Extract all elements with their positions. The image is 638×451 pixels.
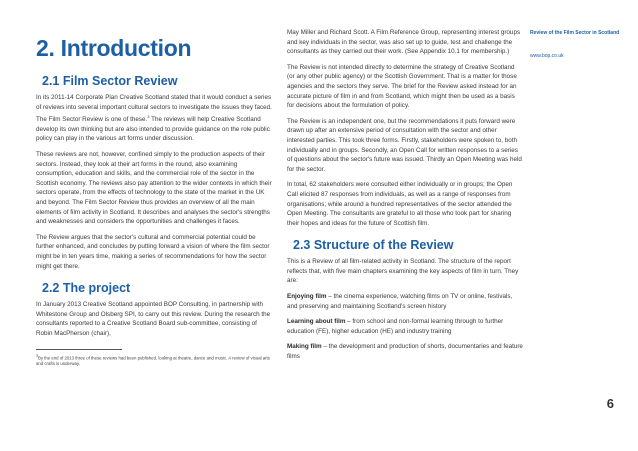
project-paragraph-4: In total, 62 stakeholders were consulted either individually or in groups; the Open Call elicited 87 responses from individuals, as well as a range of responses from organisations; while around a hundred representatives of the sector attended the Open Meeting. The consultants are grateful to all those who took part for sharing their hopes and ideas for the future of Scottish film. [287,181,513,227]
section-2-2-paragraph-1: In January 2013 Creative Scotland appointed BOP Consulting, in partnership with Whitestone Group and Olsberg SPI, to carry out this review. During the research the consultants reported to a Creative Scotland Board sub-committee, consisting of Robin MacPherson (chair), [36,301,271,337]
footnote-divider [36,349,122,350]
structure-item-text: – the development and production of shorts, documentaries and feature films [287,343,523,361]
structure-item-lead: Making film [287,343,322,351]
section-2-2-title: 2.2 The project [42,281,131,296]
footnote-mark: 3 [36,353,38,358]
structure-item [287,342,523,361]
section-2-1-title: 2.1 Film Sector Review [42,74,178,88]
paragraph-text: In its 2011-14 Corporate Plan Creative Scotland stated that it would conduct a series of reviews into several important cultural sectors to investigate the issues they faced. The Film Sector Review is one of these. [36,94,272,124]
section-2-1-paragraph-1 [36,93,272,144]
section-2-1-paragraph-3: The Review argues that the sector's cultural and commercial potential could be further enhanced, and concludes by putting forward a vision of where the film sector might be in ten years time, making a series of recommendations for how the sector might get there. [36,233,270,270]
section-2-3-paragraph-1: This is a Review of all film-related activity in Scotland. The structure of the report reflects that, with five main chapters examining the key aspects of film in turn. They are: [287,258,519,285]
structure-item-lead: Enjoying film [287,293,327,301]
left-column [36,28,272,366]
structure-item-lead: Learning about film [287,318,346,326]
structure-item [287,317,523,336]
section-2-1-paragraph-2: These reviews are not, however, confined simply to the production aspects of their sectors. Instead, they look at their art forms in the round, also examining consumption, education and skills, and the commercial role of the sector in the Scottish economy. The reviews also pay attention to the wider contexts in which their sectors operate, from the effects of technology to the state of the market in the UK and beyond. The Film Sector Review thus provides an overview of all the main elements of film activity in Scotland. It describes and analyses the sector's strengths and weaknesses and considers the opportunities and challenges it faces. [36,151,272,226]
footnote-text: By the end of 2013 three of these reviews had been published, looking at theatre, dance and music. A review of visual arts and crafts is underway. [36,354,270,366]
paragraph-text: The reviews will help Creative Scotland develop its own thinking but are also intended to provide guidance on the role public policy can play in the various art forms under discussion. [36,116,270,143]
chapter-title: 2. Introduction [36,35,192,61]
middle-column [287,28,523,368]
project-paragraph-continued: May Miller and Richard Scott. A Film Reference Group, representing interest groups and key individuals in the sector, was also set up to guide, test and challenge the consultants as they carried out their work. (See Appendix 10.1 for membership.) [287,29,521,56]
footnote [36,354,272,367]
website-link[interactable]: www.bop.co.uk [530,52,564,59]
structure-item-text: – from school and non-formal learning through to further education (FE), higher education (HE) and industry training [287,318,504,335]
right-sidebar [530,30,630,59]
project-paragraph-2: The Review is not intended directly to determine the strategy of Creative Scotland (or any other public agency) or the Scottish Government. That is a matter for those agencies and the sectors they serve. The brief for the Review asked instead for an accurate picture of film in and from Scotland, which might then be used as a basis for decisions about the formulation of policy. [287,63,517,110]
page-number: 6 [606,396,614,411]
running-head: Review of the Film Sector in Scotland [530,30,620,36]
structure-item [287,292,523,311]
structure-item-text: – the cinema experience, watching films on TV or online, festivals, and preserving and maintaining Scotland's screen history [287,293,513,310]
section-2-3-title: 2.3 Structure of the Review [293,238,454,253]
footnote-reference[interactable]: 3 [147,114,150,120]
project-paragraph-3: The Review is an independent one, but the recommendations it puts forward were drawn up after an extensive period of consultation with the sector and other interested parties. This took three forms. Firstly, stakeholders were spoken to, both individually and in groups. Secondly, an Open Call for written responses to a series of questions about the sector's future was issued. Thirdly an Open Meeting was held for the sector. [287,117,522,173]
